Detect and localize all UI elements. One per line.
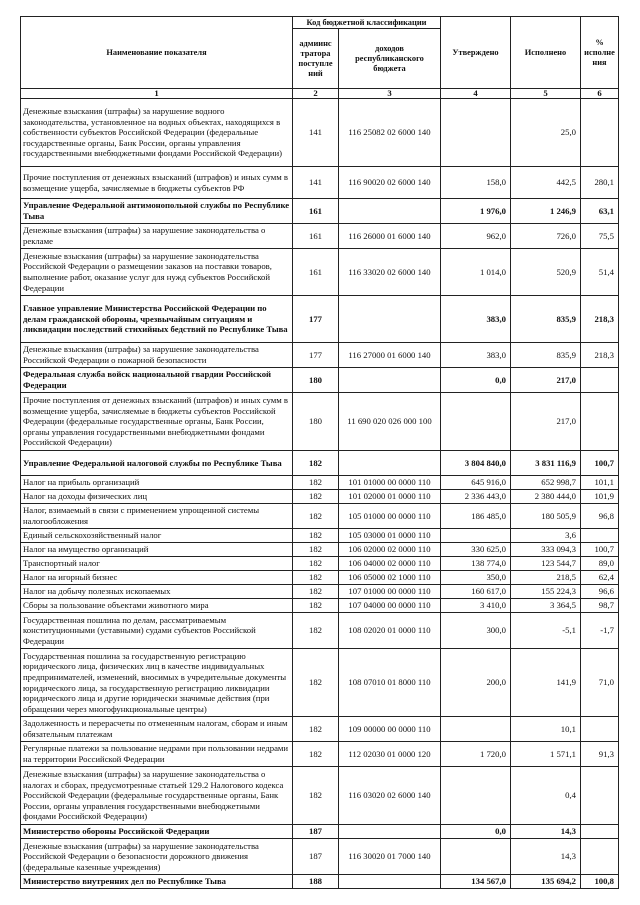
- row-approved: 138 774,0: [441, 557, 511, 571]
- row-income-code: 116 25082 02 6000 140: [339, 99, 441, 167]
- row-admin-code: 182: [293, 571, 339, 585]
- row-admin-code: 182: [293, 543, 339, 557]
- header-income: доходов республиканского бюджета: [339, 29, 441, 89]
- row-percent: 218,3: [581, 296, 619, 343]
- row-percent: [581, 825, 619, 839]
- row-executed: 14,3: [511, 825, 581, 839]
- header-executed: Исполнено: [511, 17, 581, 89]
- table-row-section: [21, 825, 619, 839]
- row-admin-code: 182: [293, 742, 339, 767]
- row-income-code: 108 02020 01 0000 110: [339, 613, 441, 649]
- budget-execution-table: [20, 16, 618, 889]
- row-admin-code: 141: [293, 167, 339, 199]
- row-income-code: 101 02000 01 0000 110: [339, 490, 441, 504]
- row-percent: 71,0: [581, 649, 619, 717]
- row-approved: 383,0: [441, 343, 511, 368]
- row-admin-code: 182: [293, 767, 339, 825]
- row-approved: 2 336 443,0: [441, 490, 511, 504]
- row-income-code: 106 04000 02 0000 110: [339, 557, 441, 571]
- row-percent: [581, 767, 619, 825]
- row-executed: 180 505,9: [511, 504, 581, 529]
- header-admin-line: поступле: [298, 58, 333, 68]
- row-percent: 101,9: [581, 490, 619, 504]
- row-executed: 155 224,3: [511, 585, 581, 599]
- row-percent: 91,3: [581, 742, 619, 767]
- row-name: Налог на добычу полезных ископаемых: [21, 585, 293, 599]
- row-admin-code: 182: [293, 649, 339, 717]
- table-row: [21, 585, 619, 599]
- column-number: 2: [293, 89, 339, 99]
- row-admin-code: 182: [293, 599, 339, 613]
- table-row: [21, 224, 619, 249]
- row-executed: 3 364,5: [511, 599, 581, 613]
- table-row: [21, 529, 619, 543]
- row-percent: 98,7: [581, 599, 619, 613]
- row-income-code: 11 690 020 026 000 100: [339, 393, 441, 451]
- table-row: [21, 599, 619, 613]
- table-row: [21, 557, 619, 571]
- row-name: Денежные взыскания (штрафы) за нарушение водного законодательства, установленное на водных объектах, находящихся в собственности субъектов Российской Федерации (федеральные государственные органы, Банк России, органы управления государственными внебюджетными фондами Российской Федерации): [21, 99, 293, 167]
- row-admin-code: 182: [293, 717, 339, 742]
- header-admin-line: тратора: [300, 48, 331, 58]
- table-row: [21, 476, 619, 490]
- table-row-section: [21, 199, 619, 224]
- row-income-code: [339, 199, 441, 224]
- row-name: Денежные взыскания (штрафы) за нарушение законодательства Российской Федерации о пожарной безопасности: [21, 343, 293, 368]
- row-executed: 333 094,3: [511, 543, 581, 557]
- row-name: Задолженность и перерасчеты по отмененным налогам, сборам и иным обязательным платежам: [21, 717, 293, 742]
- row-name: Налог на прибыль организаций: [21, 476, 293, 490]
- row-executed: 3 831 116,9: [511, 451, 581, 476]
- row-percent: [581, 717, 619, 742]
- row-admin-code: 177: [293, 343, 339, 368]
- row-percent: -1,7: [581, 613, 619, 649]
- row-name: Министерство внутренних дел по Республике Тыва: [21, 875, 293, 889]
- row-name: Прочие поступления от денежных взысканий (штрафов) и иных сумм в возмещение ущерба, зачисляемые в бюджеты субъектов Российской Федерации (федеральные государственные органы, Банк России, органы управления государственными внебюджетными фондами Российской Федерации): [21, 393, 293, 451]
- row-admin-code: 182: [293, 529, 339, 543]
- row-percent: 100,7: [581, 543, 619, 557]
- row-name: Налог на имущество организаций: [21, 543, 293, 557]
- row-approved: 962,0: [441, 224, 511, 249]
- row-executed: 135 694,2: [511, 875, 581, 889]
- header-percent-line: ния: [592, 57, 607, 67]
- row-income-code: 107 04000 00 0000 110: [339, 599, 441, 613]
- table-row: [21, 490, 619, 504]
- row-executed: 1 246,9: [511, 199, 581, 224]
- row-name: Регулярные платежи за пользование недрами при пользовании недрами на территории Российской Федерации: [21, 742, 293, 767]
- row-percent: [581, 393, 619, 451]
- row-name: Федеральная служба войск национальной гвардии Российской Федерации: [21, 368, 293, 393]
- row-income-code: 105 01000 00 0000 110: [339, 504, 441, 529]
- table-row: [21, 504, 619, 529]
- row-approved: 158,0: [441, 167, 511, 199]
- row-approved: 1 976,0: [441, 199, 511, 224]
- row-name: Транспортный налог: [21, 557, 293, 571]
- row-income-code: 116 27000 01 6000 140: [339, 343, 441, 368]
- row-percent: 51,4: [581, 249, 619, 296]
- row-approved: 200,0: [441, 649, 511, 717]
- row-percent: 100,8: [581, 875, 619, 889]
- row-name: Министерство обороны Российской Федерации: [21, 825, 293, 839]
- row-name: Государственная пошлина за государственную регистрацию юридического лица, физических лиц в качестве индивидуальных предпринимателей, изменений, вносимых в учредительные документы юридического лица, за государственную регистрацию ликвидации юридического лица и другие юридически значимые действия (при обращении через многофункциональные центры): [21, 649, 293, 717]
- table-row: [21, 393, 619, 451]
- row-name: Сборы за пользование объектами животного мира: [21, 599, 293, 613]
- row-approved: 0,0: [441, 825, 511, 839]
- row-name: Государственная пошлина по делам, рассматриваемым конституционными (уставными) судами субъектов Российской Федерации: [21, 613, 293, 649]
- column-number: 5: [511, 89, 581, 99]
- row-executed: 835,9: [511, 343, 581, 368]
- row-approved: 1 720,0: [441, 742, 511, 767]
- row-executed: 442,5: [511, 167, 581, 199]
- column-number: 1: [21, 89, 293, 99]
- row-admin-code: 187: [293, 839, 339, 875]
- row-executed: 520,9: [511, 249, 581, 296]
- row-income-code: 107 01000 00 0000 110: [339, 585, 441, 599]
- row-income-code: 116 90020 02 6000 140: [339, 167, 441, 199]
- row-admin-code: 161: [293, 199, 339, 224]
- row-percent: 75,5: [581, 224, 619, 249]
- header-code-group: Код бюджетной классификации: [293, 17, 441, 29]
- row-admin-code: 182: [293, 585, 339, 599]
- row-name: Единый сельскохозяйственный налог: [21, 529, 293, 543]
- row-percent: 101,1: [581, 476, 619, 490]
- header-admin-line: ний: [308, 68, 323, 78]
- row-name: Прочие поступления от денежных взысканий (штрафов) и иных сумм в возмещение ущерба, зачисляемые в бюджеты субъектов РФ: [21, 167, 293, 199]
- row-admin-code: 182: [293, 490, 339, 504]
- row-admin-code: 182: [293, 613, 339, 649]
- row-executed: 10,1: [511, 717, 581, 742]
- row-percent: 280,1: [581, 167, 619, 199]
- row-income-code: 116 26000 01 6000 140: [339, 224, 441, 249]
- row-income-code: 116 30020 01 7000 140: [339, 839, 441, 875]
- row-admin-code: 180: [293, 368, 339, 393]
- row-income-code: 105 03000 01 0000 110: [339, 529, 441, 543]
- table-row: [21, 649, 619, 717]
- table-row: [21, 839, 619, 875]
- table-row: [21, 571, 619, 585]
- header-admin-line: адмиинс: [299, 38, 332, 48]
- row-admin-code: 188: [293, 875, 339, 889]
- row-executed: 217,0: [511, 368, 581, 393]
- row-admin-code: 161: [293, 249, 339, 296]
- row-name: Денежные взыскания (штрафы) за нарушение законодательства Российской Федерации о безопасности дорожного движения (федеральные казенные учреждения): [21, 839, 293, 875]
- row-approved: [441, 839, 511, 875]
- row-percent: 100,7: [581, 451, 619, 476]
- row-approved: 186 485,0: [441, 504, 511, 529]
- row-name: Главное управление Министерства Российской Федерации по делам гражданской обороны, чрезвычайным ситуациям и ликвидации последствий стихийных бедствий по Республике Тыва: [21, 296, 293, 343]
- row-name: Управление Федеральной антимонопольной службы по Республике Тыва: [21, 199, 293, 224]
- column-number: 3: [339, 89, 441, 99]
- table-row: [21, 167, 619, 199]
- table-row: [21, 767, 619, 825]
- row-percent: [581, 839, 619, 875]
- row-percent: 96,8: [581, 504, 619, 529]
- row-percent: 96,6: [581, 585, 619, 599]
- row-name: Налог, взимаемый в связи с применением упрощенной системы налогообложения: [21, 504, 293, 529]
- table-row: [21, 249, 619, 296]
- row-executed: 218,5: [511, 571, 581, 585]
- row-income-code: 109 00000 00 0000 110: [339, 717, 441, 742]
- row-percent: [581, 529, 619, 543]
- column-number: 6: [581, 89, 619, 99]
- row-approved: 383,0: [441, 296, 511, 343]
- row-income-code: 106 05000 02 1000 110: [339, 571, 441, 585]
- table-row: [21, 613, 619, 649]
- row-approved: 645 916,0: [441, 476, 511, 490]
- row-executed: 2 380 444,0: [511, 490, 581, 504]
- row-admin-code: 182: [293, 557, 339, 571]
- row-admin-code: 177: [293, 296, 339, 343]
- row-approved: 134 567,0: [441, 875, 511, 889]
- row-approved: [441, 393, 511, 451]
- row-income-code: [339, 451, 441, 476]
- row-approved: 3 804 840,0: [441, 451, 511, 476]
- row-executed: 25,0: [511, 99, 581, 167]
- row-percent: 218,3: [581, 343, 619, 368]
- header-percent-line: исполне: [584, 47, 615, 57]
- row-income-code: 101 01000 00 0000 110: [339, 476, 441, 490]
- row-executed: 726,0: [511, 224, 581, 249]
- row-executed: -5,1: [511, 613, 581, 649]
- table-row-section: [21, 368, 619, 393]
- row-admin-code: 182: [293, 504, 339, 529]
- table-row-section: [21, 451, 619, 476]
- report-table: [20, 16, 619, 889]
- row-approved: 1 014,0: [441, 249, 511, 296]
- row-name: Налог на игорный бизнес: [21, 571, 293, 585]
- row-admin-code: 182: [293, 476, 339, 490]
- row-admin-code: 161: [293, 224, 339, 249]
- row-executed: 3,6: [511, 529, 581, 543]
- row-approved: 0,0: [441, 368, 511, 393]
- row-executed: 0,4: [511, 767, 581, 825]
- table-row-section: [21, 296, 619, 343]
- row-name: Денежные взыскания (штрафы) за нарушение законодательства о налогах и сборах, предусмотренные статьей 129.2 Налогового кодекса Российской Федерации (федеральные государственные органы, Банк России, органы управления государственными внебюджетными фондами Российской Федерации): [21, 767, 293, 825]
- row-executed: 835,9: [511, 296, 581, 343]
- table-row: [21, 742, 619, 767]
- row-percent: 89,0: [581, 557, 619, 571]
- header-name: Наименование показателя: [21, 17, 293, 89]
- row-name: Налог на доходы физических лиц: [21, 490, 293, 504]
- header-admin: [293, 29, 339, 89]
- row-approved: [441, 529, 511, 543]
- row-approved: 160 617,0: [441, 585, 511, 599]
- row-executed: 14,3: [511, 839, 581, 875]
- header-percent: [581, 17, 619, 89]
- row-income-code: [339, 296, 441, 343]
- row-percent: 63,1: [581, 199, 619, 224]
- row-percent: [581, 99, 619, 167]
- row-approved: 3 410,0: [441, 599, 511, 613]
- row-income-code: [339, 875, 441, 889]
- row-name: Денежные взыскания (штрафы) за нарушение законодательства Российской Федерации о размещении заказов на поставки товаров, выполнение работ, оказание услуг для нужд субъектов Российской Федерации: [21, 249, 293, 296]
- row-income-code: 116 33020 02 6000 140: [339, 249, 441, 296]
- row-income-code: 116 03020 02 6000 140: [339, 767, 441, 825]
- row-approved: 300,0: [441, 613, 511, 649]
- row-income-code: [339, 368, 441, 393]
- header-approved: Утверждено: [441, 17, 511, 89]
- row-income-code: 108 07010 01 8000 110: [339, 649, 441, 717]
- row-approved: 330 625,0: [441, 543, 511, 557]
- row-income-code: [339, 825, 441, 839]
- table-row: [21, 343, 619, 368]
- row-percent: [581, 368, 619, 393]
- row-admin-code: 182: [293, 451, 339, 476]
- row-executed: 1 571,1: [511, 742, 581, 767]
- row-approved: [441, 717, 511, 742]
- row-income-code: 106 02000 02 0000 110: [339, 543, 441, 557]
- row-approved: 350,0: [441, 571, 511, 585]
- row-admin-code: 180: [293, 393, 339, 451]
- row-admin-code: 141: [293, 99, 339, 167]
- row-executed: 123 544,7: [511, 557, 581, 571]
- table-row: [21, 543, 619, 557]
- row-executed: 141,9: [511, 649, 581, 717]
- table-row: [21, 99, 619, 167]
- row-percent: 62,4: [581, 571, 619, 585]
- table-row: [21, 717, 619, 742]
- row-executed: 652 998,7: [511, 476, 581, 490]
- column-number: 4: [441, 89, 511, 99]
- row-admin-code: 187: [293, 825, 339, 839]
- row-executed: 217,0: [511, 393, 581, 451]
- row-approved: [441, 99, 511, 167]
- row-name: Управление Федеральной налоговой службы по Республике Тыва: [21, 451, 293, 476]
- row-income-code: 112 02030 01 0000 120: [339, 742, 441, 767]
- table-row-section: [21, 875, 619, 889]
- row-name: Денежные взыскания (штрафы) за нарушение законодательства о рекламе: [21, 224, 293, 249]
- header-percent-line: %: [595, 37, 604, 47]
- row-approved: [441, 767, 511, 825]
